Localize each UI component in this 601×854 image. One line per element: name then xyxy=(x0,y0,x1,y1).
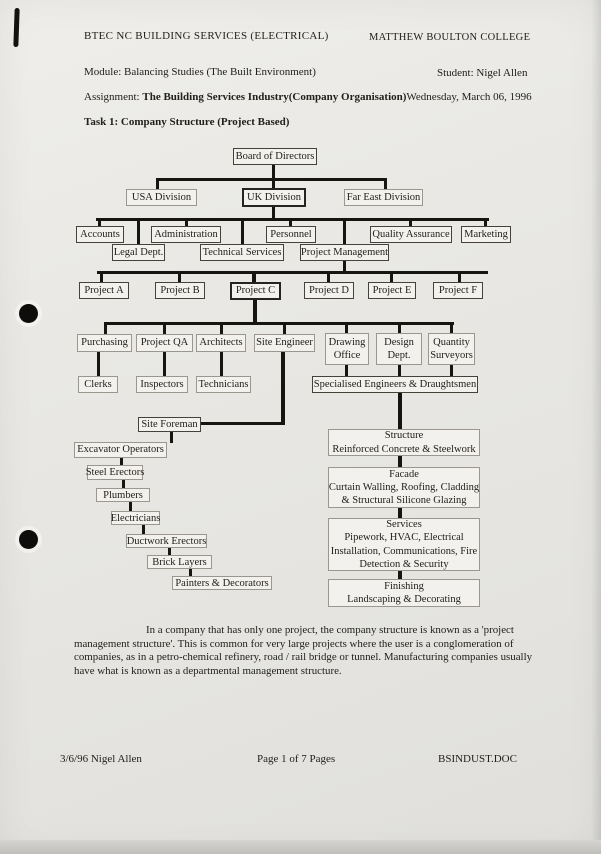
org-node-facade xyxy=(328,467,480,508)
org-node-site-engineer xyxy=(254,334,315,352)
org-node-accounts xyxy=(76,226,124,243)
student-line: Student: Nigel Allen xyxy=(437,67,528,79)
org-node-project-f xyxy=(433,282,483,299)
org-node-label: Quantity xyxy=(433,336,470,348)
org-node-label: Project QA xyxy=(140,337,189,349)
org-node-drawing-office xyxy=(325,333,369,365)
org-node-label: Office xyxy=(333,350,361,361)
org-node-label: Excavator Operators xyxy=(77,444,164,456)
org-node-steel-erectors xyxy=(87,465,143,480)
org-node-label: Reinforced Concrete & Steelwork xyxy=(332,443,476,455)
org-connector xyxy=(398,393,402,430)
org-connector xyxy=(96,218,489,221)
org-node-label: Electricians xyxy=(110,512,161,524)
org-connector xyxy=(170,432,173,443)
org-node-ductwork-erectors xyxy=(126,534,207,548)
module-line: Module: Balancing Studies (The Built Environment) xyxy=(84,66,316,78)
org-node-label: Site Engineer xyxy=(256,337,313,349)
org-node-label: Curtain Walling, Roofing, Cladding xyxy=(328,482,480,493)
org-node-project-management xyxy=(300,244,389,261)
org-node-label: Detection & Security xyxy=(359,558,449,570)
org-node-clerks xyxy=(78,376,118,393)
org-node-label: Marketing xyxy=(464,228,508,240)
org-node-label: Landscaping & Decorating xyxy=(347,594,461,605)
org-connector xyxy=(97,271,488,274)
org-node-label: Purchasing xyxy=(81,337,128,349)
org-node-label: Steel Erectors xyxy=(85,467,145,478)
task-title: Task 1: Company Structure (Project Based) xyxy=(84,116,290,128)
org-node-specialised-engineers xyxy=(312,376,478,393)
org-connector xyxy=(104,322,454,325)
org-node-label: Surveyors xyxy=(430,350,473,361)
org-node-label: Project A xyxy=(84,284,124,296)
org-node-board-of-directors xyxy=(233,148,317,165)
org-node-uk-division xyxy=(242,188,306,207)
org-node-project-a xyxy=(79,282,129,299)
org-node-project-qa xyxy=(136,334,193,352)
org-node-label: Pipework, HVAC, Electrical xyxy=(344,532,464,544)
org-node-project-c xyxy=(230,282,281,300)
org-node-purchasing xyxy=(77,334,132,352)
org-connector xyxy=(220,352,223,377)
org-node-label: Facade xyxy=(389,468,419,480)
org-connector xyxy=(343,218,346,245)
org-node-architects xyxy=(196,334,246,352)
org-node-usa-division xyxy=(126,189,197,206)
org-node-label: Project B xyxy=(160,284,200,296)
org-node-label: Project C xyxy=(235,285,276,297)
org-node-plumbers xyxy=(96,488,150,502)
org-node-label: Painters & Decorators xyxy=(175,577,269,589)
org-node-label: Accounts xyxy=(80,228,120,240)
org-node-label: Far East Division xyxy=(346,191,421,203)
org-node-technicians xyxy=(196,376,251,393)
org-node-label: Services xyxy=(386,519,422,531)
org-node-site-foreman xyxy=(138,417,201,432)
org-node-label: Specialised Engineers & Draughtsmen xyxy=(313,378,477,390)
org-node-legal-dept xyxy=(112,244,165,261)
org-node-label: Project F xyxy=(438,284,478,296)
assignment-title: The Building Services Industry(Company Organisation) xyxy=(142,91,407,103)
org-connector xyxy=(272,205,275,219)
org-connector xyxy=(137,218,140,245)
assignment-date: Wednesday, March 06, 1996 xyxy=(406,91,532,103)
org-node-label: Design xyxy=(384,336,414,348)
body-paragraph: In a company that has only one project, the company structure is known as a 'project management structure'. This is common for very large projects where the user is a conglomeration of companies, as in a petro-chemical refinery, road / rail bridge or tunnel. Manufacturing companies usually have what is known as a departmental management structure. xyxy=(74,624,533,677)
org-node-services xyxy=(328,518,480,571)
org-node-label: Site Foreman xyxy=(141,419,198,430)
org-node-personnel xyxy=(266,226,316,243)
org-node-label: USA Division xyxy=(131,191,192,203)
org-node-project-b xyxy=(155,282,205,299)
org-node-project-d xyxy=(304,282,354,299)
org-node-quantity-surveyors xyxy=(428,333,475,365)
org-node-administration xyxy=(151,226,221,243)
org-connector xyxy=(253,299,257,323)
assignment-label: Assignment: xyxy=(84,91,143,103)
org-node-structure xyxy=(328,429,480,456)
college-name: MATTHEW BOULTON COLLEGE xyxy=(369,32,531,43)
org-node-label: Architects xyxy=(199,337,243,349)
org-node-label: Structure xyxy=(384,430,424,442)
footer-date-author: 3/6/96 Nigel Allen xyxy=(60,753,142,765)
org-node-label: Brick Layers xyxy=(152,556,207,568)
org-node-label: Ductwork Erectors xyxy=(126,535,207,547)
org-node-painters-decorators xyxy=(172,576,272,590)
org-node-label: Installation, Communications, Fire xyxy=(330,545,478,557)
org-node-label: UK Division xyxy=(247,191,301,203)
org-connector xyxy=(201,422,283,425)
org-node-label: Administration xyxy=(154,228,218,240)
org-connector xyxy=(241,218,244,245)
org-node-brick-layers xyxy=(147,555,212,569)
org-connector xyxy=(163,352,166,377)
course-title: BTEC NC BUILDING SERVICES (ELECTRICAL) xyxy=(84,30,329,42)
org-node-far-east-division xyxy=(344,189,423,206)
org-node-project-e xyxy=(368,282,416,299)
org-node-excavator-operators xyxy=(74,442,167,458)
footer-page-number: Page 1 of 7 Pages xyxy=(257,753,336,765)
org-node-marketing xyxy=(461,226,511,243)
org-node-label: Clerks xyxy=(84,378,112,390)
org-node-label: Drawing xyxy=(328,336,366,348)
org-node-label: Finishing xyxy=(384,580,424,592)
org-node-label: Plumbers xyxy=(103,489,143,501)
org-node-label: Inspectors xyxy=(140,378,184,390)
org-node-quality-assurance xyxy=(370,226,452,243)
org-node-label: & Structural Silicone Glazing xyxy=(341,495,467,507)
org-node-label: Legal Dept. xyxy=(113,246,164,258)
org-node-electricians xyxy=(111,511,160,525)
org-connector xyxy=(97,352,100,377)
org-node-label: Quality Assurance xyxy=(372,228,450,240)
org-node-label: Personnel xyxy=(270,228,312,240)
org-node-label: Dept. xyxy=(387,350,411,361)
org-node-label: Project D xyxy=(309,284,349,296)
org-node-inspectors xyxy=(136,376,188,393)
org-node-label: Project E xyxy=(372,284,412,296)
org-node-technical-services xyxy=(200,244,284,261)
footer-filename: BSINDUST.DOC xyxy=(438,753,517,765)
org-connector xyxy=(281,352,285,425)
org-node-label: Technical Services xyxy=(202,246,282,258)
org-node-design-dept xyxy=(376,333,422,365)
org-node-finishing xyxy=(328,579,480,607)
org-node-label: Board of Directors xyxy=(235,150,315,162)
org-node-label: Technicians xyxy=(198,378,249,390)
org-node-label: Project Management xyxy=(300,246,389,258)
